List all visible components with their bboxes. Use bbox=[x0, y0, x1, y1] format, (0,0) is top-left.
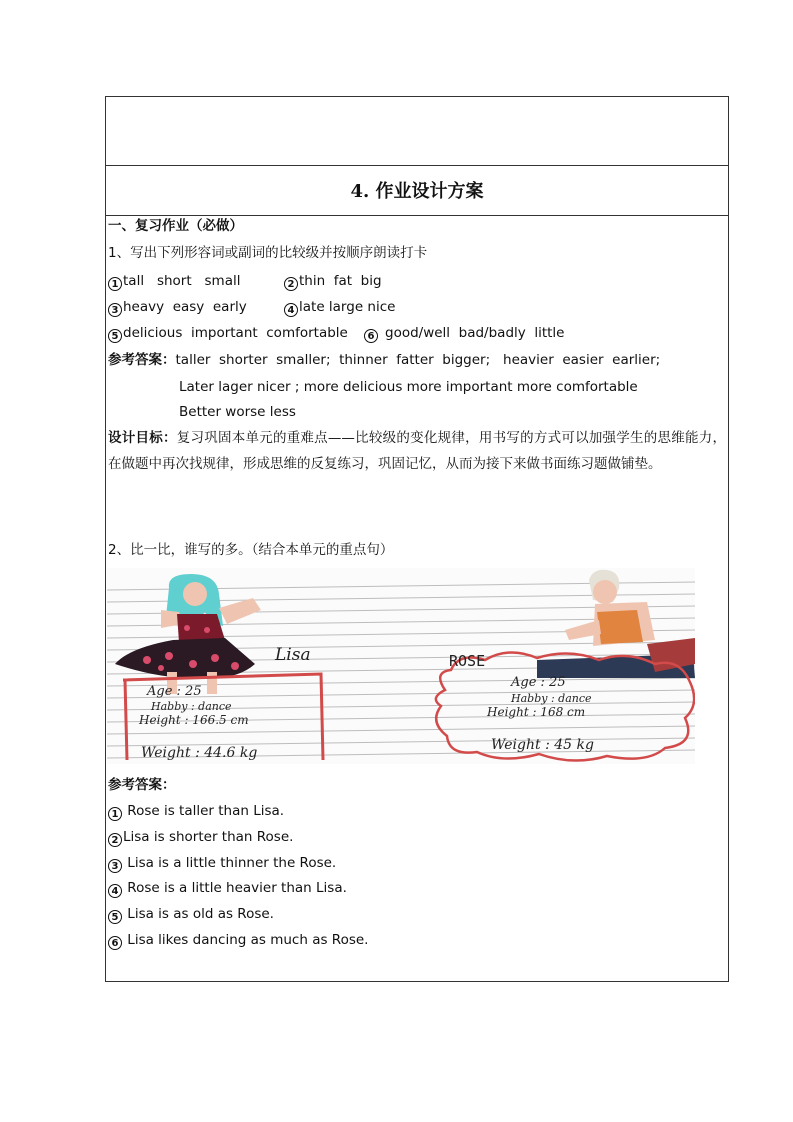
comparison-photo bbox=[107, 568, 695, 764]
word-group: good/well bad/badly little bbox=[385, 325, 565, 341]
rose-hobby: Habby : dance bbox=[511, 692, 592, 705]
word-row-3 bbox=[108, 324, 348, 343]
word-row-1 bbox=[108, 272, 240, 291]
task1-prompt: 1、写出下列形容词或副词的比较级并按顺序朗读打卡 bbox=[108, 245, 428, 261]
number-badge: 1 bbox=[108, 807, 122, 821]
answer-row-1 bbox=[108, 351, 660, 369]
sentence-text: Lisa likes dancing as much as Rose. bbox=[127, 932, 369, 948]
lisa-age: Age : 25 bbox=[147, 684, 202, 699]
rose-weight: Weight : 45 kg bbox=[491, 737, 594, 753]
sentence-text: Rose is taller than Lisa. bbox=[127, 803, 285, 819]
word-row-2 bbox=[108, 298, 247, 317]
number-badge: 6 bbox=[364, 329, 378, 343]
sentence-row bbox=[108, 931, 368, 950]
page-title: 4. 作业设计方案 bbox=[350, 181, 484, 202]
notebook-illustration bbox=[107, 568, 695, 764]
number-badge: 4 bbox=[284, 303, 298, 317]
sentence-row bbox=[108, 905, 274, 924]
sentence-text: Lisa is as old as Rose. bbox=[127, 906, 274, 922]
number-badge: 5 bbox=[108, 910, 122, 924]
section-heading: 一、复习作业（必做） bbox=[108, 218, 243, 234]
number-badge: 5 bbox=[108, 329, 122, 343]
word-row-2b bbox=[284, 298, 395, 317]
sentence-row bbox=[108, 854, 336, 873]
homework-table bbox=[105, 96, 729, 982]
lisa-name: Lisa bbox=[275, 645, 311, 665]
number-badge: 2 bbox=[284, 277, 298, 291]
answer-row-2: Later lager nicer ; more delicious more important more comfortable bbox=[179, 379, 638, 395]
rose-name: ROSE bbox=[449, 652, 486, 670]
sentence-text: Lisa is a little thinner the Rose. bbox=[127, 855, 337, 871]
task2-prompt: 2、比一比，谁写的多。（结合本单元的重点句） bbox=[108, 542, 394, 558]
rose-figure bbox=[537, 570, 695, 678]
number-badge: 1 bbox=[108, 277, 122, 291]
word-group: tall short small bbox=[123, 273, 241, 289]
word-group: delicious important comfortable bbox=[123, 325, 348, 341]
lisa-height: Height : 166.5 cm bbox=[139, 713, 249, 727]
number-badge: 3 bbox=[108, 303, 122, 317]
word-group: thin fat big bbox=[299, 273, 382, 289]
answer-label: 参考答案： bbox=[108, 352, 176, 368]
sentence-text: Rose is a little heavier than Lisa. bbox=[127, 880, 347, 896]
number-badge: 2 bbox=[108, 833, 122, 847]
lisa-hobby: Habby : dance bbox=[151, 700, 232, 713]
word-row-1b bbox=[284, 272, 382, 291]
goal-text: 复习巩固本单元的重难点——比较级的变化规律，用书写的方式可以加强学生的思维能力，在做题中再次找规律，形成思维的反复练习，巩固记忆，从而为接下来做书面练习题做铺垫。 bbox=[108, 430, 727, 472]
number-badge: 4 bbox=[108, 884, 122, 898]
goal-label: 设计目标： bbox=[108, 430, 177, 446]
number-badge: 6 bbox=[108, 936, 122, 950]
sentence-row bbox=[108, 802, 284, 821]
answer-row-3: Better worse less bbox=[179, 404, 296, 420]
sentence-row bbox=[108, 879, 347, 898]
design-goal bbox=[108, 425, 726, 477]
sentence-row bbox=[108, 828, 293, 847]
rose-age: Age : 25 bbox=[511, 675, 566, 690]
rose-height: Height : 168 cm bbox=[487, 705, 586, 719]
number-badge: 3 bbox=[108, 859, 122, 873]
lisa-weight: Weight : 44.6 kg bbox=[141, 745, 258, 761]
title-row bbox=[106, 165, 728, 216]
sentence-text: Lisa is shorter than Rose. bbox=[123, 829, 294, 845]
word-row-3b bbox=[364, 324, 564, 343]
answer-text: taller shorter smaller; thinner fatter bigger; heavier easier earlier; bbox=[175, 352, 661, 368]
task2-answer-label: 参考答案： bbox=[108, 777, 176, 793]
word-group: heavy easy early bbox=[123, 299, 247, 315]
word-group: late large nice bbox=[299, 299, 396, 315]
empty-header-row bbox=[106, 97, 728, 166]
